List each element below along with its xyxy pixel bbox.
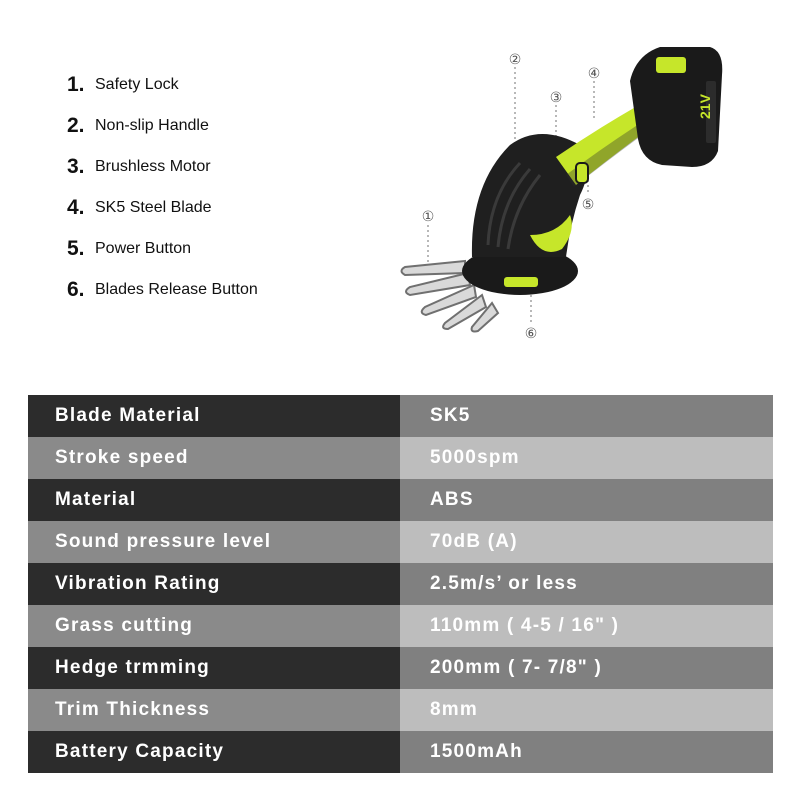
spec-row [28,395,773,437]
feature-item [67,228,258,269]
feature-label: SK5 Steel Blade [95,198,212,216]
callout-5: ⑤ [581,197,595,213]
power-button [576,163,588,183]
spec-value: SK5 [400,395,773,437]
spec-value: 70dB (A) [400,521,773,563]
spec-key: Vibration Rating [28,563,400,605]
spec-key: Hedge trmming [28,647,400,689]
feature-number: 6. [67,277,85,301]
callout-6: ⑥ [524,326,538,342]
spec-key: Trim Thickness [28,689,400,731]
spec-key: Stroke speed [28,437,400,479]
callout-4: ④ [587,66,601,82]
spec-row [28,479,773,521]
feature-number: 5. [67,236,85,260]
spec-value: 5000spm [400,437,773,479]
callout-2: ② [508,52,522,68]
battery-voltage-label: 21V [697,94,713,119]
feature-item [67,269,258,310]
spec-key: Grass cutting [28,605,400,647]
spec-row [28,605,773,647]
spec-row [28,521,773,563]
spec-value: 2.5m/s’ or less [400,563,773,605]
feature-label: Blades Release Button [95,280,258,298]
spec-value: 110mm ( 4-5 / 16" ) [400,605,773,647]
spec-key: Blade Material [28,395,400,437]
spec-value: 8mm [400,689,773,731]
specs-table [28,395,773,773]
spec-value: 1500mAh [400,731,773,773]
feature-label: Non-slip Handle [95,116,209,134]
hedge-trimmer-illustration [380,35,740,355]
feature-list [67,64,258,310]
spec-row [28,647,773,689]
spec-row [28,437,773,479]
blade-release-button [504,277,538,287]
feature-item [67,105,258,146]
battery-pack [630,47,722,167]
feature-number: 2. [67,113,85,137]
spec-row [28,731,773,773]
feature-number: 1. [67,72,85,96]
spec-row [28,689,773,731]
feature-label: Brushless Motor [95,157,211,175]
spec-key: Battery Capacity [28,731,400,773]
spec-value: ABS [400,479,773,521]
feature-item [67,187,258,228]
feature-item [67,146,258,187]
spec-row [28,563,773,605]
callout-1: ① [421,209,435,225]
feature-label: Power Button [95,239,192,257]
callout-3: ③ [549,90,563,106]
spec-key: Material [28,479,400,521]
feature-item [67,64,258,105]
feature-label: Safety Lock [95,75,179,93]
feature-number: 3. [67,154,85,178]
spec-key: Sound pressure level [28,521,400,563]
feature-number: 4. [67,195,85,219]
spec-value: 200mm ( 7- 7/8" ) [400,647,773,689]
